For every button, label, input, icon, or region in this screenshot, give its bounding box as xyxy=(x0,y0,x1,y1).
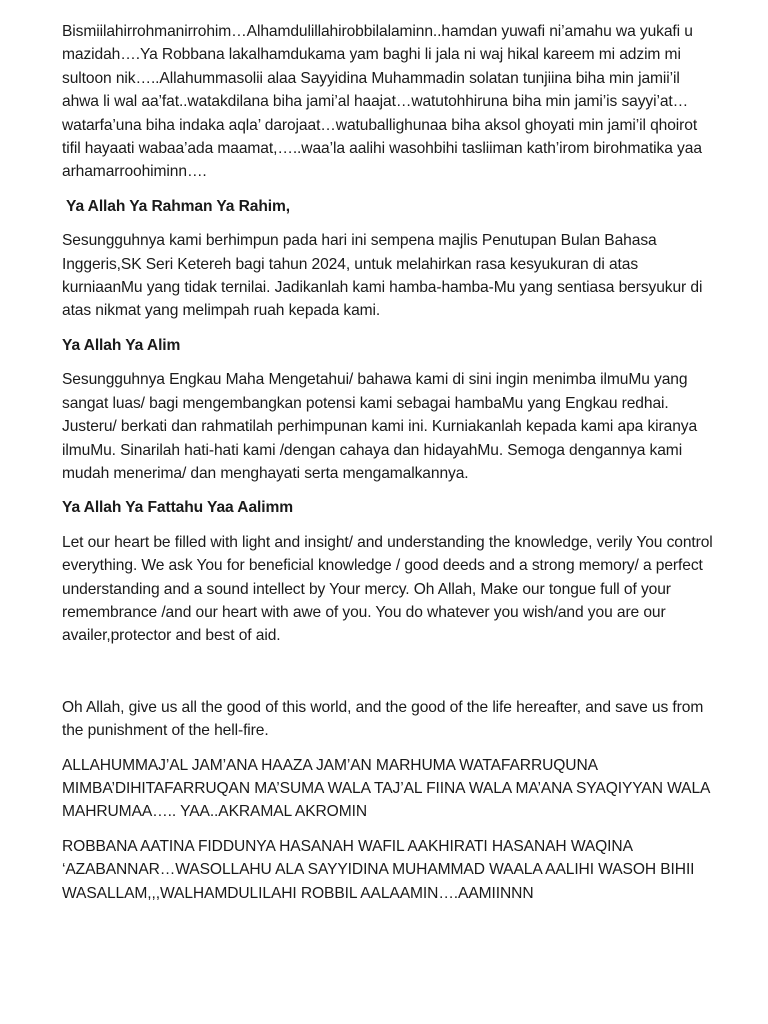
paragraph-allahummaj: ALLAHUMMAJ’AL JAM’ANA HAAZA JAM’AN MARHUMA WATAFARRUQUNA MIMBA’DIHITAFARRUQAN MA’SUMA WALA TAJ’AL FIINA WALA MA’ANA SYAQIYYAN WALA MAHRUMAA….. YAA..AKRAMAL AKROMIN xyxy=(62,756,710,821)
paragraph-robbana: ROBBANA AATINA FIDDUNYA HASANAH WAFIL AAKHIRATI HASANAH WAQINA ‘AZABANNAR…WASOLLAHU ALA SAYYIDINA MUHAMMAD WAALA AALIHI WASOH BIHII WASALLAM,,,WALHAMDULILAHI ROBBIL AALAAMIN….AAMIINNN xyxy=(62,837,695,902)
paragraph-gathering: Sesungguhnya kami berhimpun pada hari ini sempena majlis Penutupan Bulan Bahasa Inggeris,SK Seri Ketereh bagi tahun 2024, untuk melahirkan rasa kesyukuran di atas kurniaanMu yang tidak ternilai. Jadikanlah kami hamba-hamba-Mu yang sentiasa bersyukur di atas nikmat yang melimpah ruah kepada kami. xyxy=(62,232,703,320)
blank-line xyxy=(62,659,716,696)
heading-rahman-rahim: Ya Allah Ya Rahman Ya Rahim, xyxy=(66,197,290,215)
paragraph-knowledge: Sesungguhnya Engkau Maha Mengetahui/ bahawa kami di sini ingin menimba ilmuMu yang sangat luas/ bagi mengembangkan potensi kami sebagai hambaMu yang Engkau redhai. Justeru/ berkati dan rahmatilah perhimpunan kami ini. Kurniakanlah kepada kami apa kiranya ilmuMu. Sinarilah hati-hati kami /dengan cahaya dan hidayahMu. Semoga dengannya kami mudah menerima/ dan menghayati serta mengamalkannya. xyxy=(62,371,698,482)
heading-fattahu: Ya Allah Ya Fattahu Yaa Aalimm xyxy=(62,499,294,517)
document-page xyxy=(62,20,716,916)
paragraph-good-of-world: Oh Allah, give us all the good of this world, and the good of the life hereafter, and save us from the punishment of the hell-fire. xyxy=(62,698,704,740)
opening-paragraph: Bismiilahirrohmanirrohim…Alhamdulillahirobbilalaminn..hamdan yuwafi ni’amahu wa yukafi u mazidah….Ya Robbana lakalhamdukama yam baghi li jala ni waj hikal kareem mi adzim mi sultoon nik…..Allahummasolii alaa Sayyidina Muhammadin solatan tunjiina biha min jamii’il ahwa li wal aa’fat..watakdilana biha jami’al haajat…watutohhiruna biha min jami’is sayyi’at…watarfa’una biha indaka aqla’ darojaat…watuballighunaa biha aksol ghoyati min jami’il qhoirot tifil hayaati wabaa’ada maamat,…..waa’la aalihi wasohbihi tasliiman kath’irom birohmatika yaa arhamarroohiminn…. xyxy=(62,23,702,181)
heading-ya-alim: Ya Allah Ya Alim xyxy=(62,336,181,354)
paragraph-english-prayer: Let our heart be filled with light and insight/ and understanding the knowledge, verily You control everything. We ask You for beneficial knowledge / good deeds and a strong memory/ a perfect understanding and a sound intellect by Your mercy. Oh Allah, Make our tongue full of your remembrance /and our heart with awe of you. You do whatever you wish/and you are our availer,protector and best of aid. xyxy=(62,533,713,645)
